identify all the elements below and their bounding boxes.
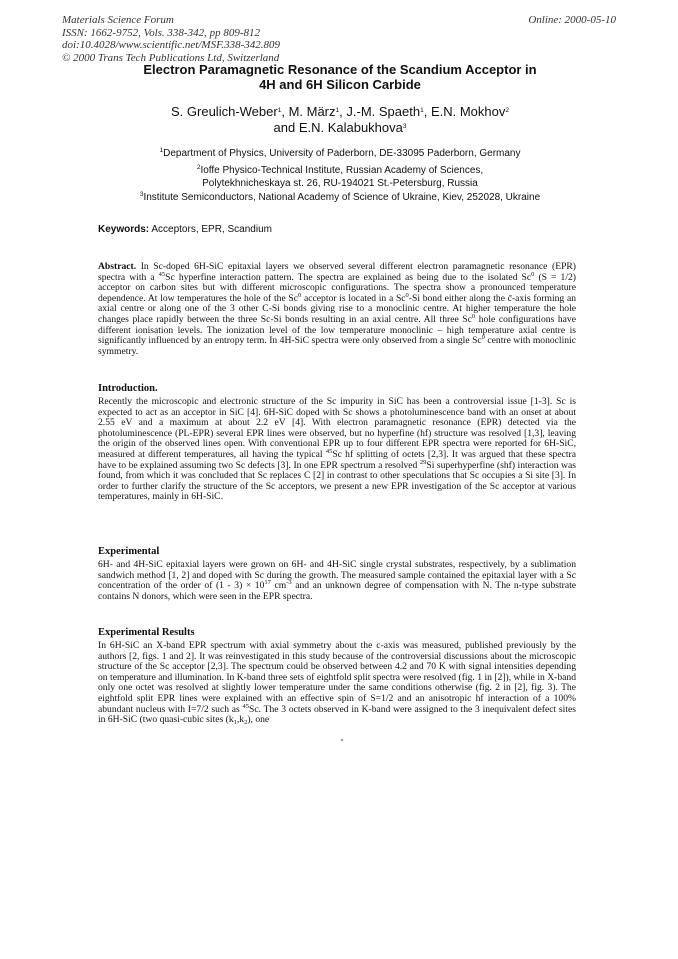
- author-name: E.N. Mokhov: [430, 104, 506, 119]
- affiliation-mark: 1: [159, 147, 164, 154]
- author-name: E.N. Kalabukhova: [298, 120, 403, 135]
- affiliation-3: [80, 192, 600, 205]
- affiliation-mark: 3: [402, 123, 407, 130]
- superscript: 0: [405, 291, 409, 299]
- affiliation-2: [80, 165, 600, 190]
- affiliation-mark: 3: [139, 191, 144, 198]
- paragraph-text: ,k: [236, 714, 245, 726]
- scan-speck: [341, 739, 343, 741]
- title-line-1: Electron Paramagnetic Resonance of the Scandium Acceptor in: [143, 62, 537, 77]
- paragraph-text: cm: [270, 580, 287, 592]
- abstract-text: acceptor is located in a Sc: [301, 292, 406, 304]
- experimental-heading: Experimental: [98, 546, 160, 557]
- superscript: 0: [481, 334, 485, 342]
- affiliation-mark: 1: [277, 107, 282, 114]
- superscript: 17: [264, 579, 271, 587]
- affiliation-mark: 1: [335, 107, 340, 114]
- paragraph-text: Si superhyperfine (shf) interaction was found, from which it was concluded that Sc replaces C [2] in contrast to other speculations that Sc occupies a Si site [3]. In order to further clarify the structure of the Sc acceptors, we present a new EPR investigation of the Sc acceptor at various temperatures, mainly in 6H-SiC.: [98, 459, 576, 503]
- superscript: 45: [242, 702, 250, 710]
- author-name: M. März: [288, 104, 336, 119]
- superscript: 45: [325, 447, 333, 455]
- paragraph-text: Recently the microscopic and electronic structure of the Sc impurity in SiC has been a controversial issue [1-3]. Sc is expected to act as an acceptor in SiC [4]. 6H-SiC doped with Sc shows a photoluminescence band with an onset at about 2.55 eV and a maximum at about 2.2 eV [4]. With electron paramagnetic resonance (EPR) detected via the photoluminescence (PL-EPR) several EPR lines were observed, but no hyperfine (hf) structure was resolved [1,3], leaving the origin of the observed lines open. With conventional EPR up to four different EPR spectra were reported for 6H-SiC, measured at different temperatures, all having the typical: [98, 396, 576, 460]
- subscript: 2: [244, 719, 248, 727]
- superscript: -3: [286, 579, 292, 587]
- paragraph-text: 6H- and 4H-SiC epitaxial layers were grown on 6H- and 4H-SiC single crystal substrates, respectively, by a sublimation sandwich method [1, 2] and doped with Sc during the growth. The measured sample contained the epitaxial layer with a Sc concentration of the order of (1 - 3) × 10: [98, 559, 576, 592]
- abstract-text: -Si bond either along the c̄-axis forming an axial centre or along one of the 3 other C-Si bonds giving rise to a monoclinic centre. At higher temperature the hole changes place rapidly between the three Sc-Si bonds resulting in an axial centre. All three Sc: [98, 292, 577, 325]
- abstract-text: centre with monoclinic symmetry.: [98, 335, 576, 357]
- author-list: [80, 104, 600, 136]
- experimental-text: [98, 560, 576, 602]
- author-name: J.-M. Spaeth: [346, 104, 421, 119]
- superscript: 0: [471, 312, 476, 320]
- abstract-label: Abstract.: [98, 261, 137, 272]
- author-line-1: S. Greulich-Weber$^1$, M. März$^1$, J.-M. Spaeth$^1$, E.N. Mokhov$^2$: [171, 104, 509, 119]
- abstract-text: (S = 1/2) acceptor on carbon sites but with different microscopic configurations. The spectra show a pronounced temperature dependence. At low temperatures the hole of the Sc: [98, 271, 576, 304]
- introduction-heading: Introduction.: [98, 383, 158, 394]
- author-line-2: [80, 120, 600, 136]
- results-text: [98, 641, 576, 726]
- abstract-text: hole configurations have different ionisation levels. The ionization level of the low temperature monoclinic – high temperature axial centre is significantly influenced by an entropy term. In 4H-SiC spectra were only observed from a single Sc: [98, 313, 576, 347]
- paragraph-text: Sc. The 3 octets observed in K-band were assigned to the 3 inequivalent defect sites in 6H-SiC (two quasi-cubic sites (k: [98, 703, 576, 726]
- results-heading: Experimental Results: [98, 627, 195, 638]
- online-date: Online: 2000-05-10: [528, 14, 616, 26]
- issn-line: ISSN: 1662-9752, Vols. 338-342, pp 809-812: [62, 26, 260, 39]
- author-name: S. Greulich-Weber: [171, 104, 278, 119]
- doi-link[interactable]: doi:10.4028/www.scientific.net/MSF.338-342.809: [62, 39, 281, 51]
- affiliation-text: Institute Semiconductors, National Academy of Science of Ukraine, Kiev, 252028, Ukraine: [143, 192, 541, 203]
- introduction-text: [98, 397, 576, 503]
- copyright-line: © 2000 Trans Tech Publications Ltd, Switzerland: [62, 51, 280, 64]
- superscript: 45: [158, 270, 166, 278]
- abstract-text: In Sc-doped 6H-SiC epitaxial layers we observed several different electron paramagnetic resonance (EPR) spectra with a: [98, 261, 576, 283]
- affiliation-1: [80, 148, 600, 161]
- paragraph-text: and an unknown degree of compensation with N. The n-type substrate contains N donors, which were seen in the EPR spectra.: [98, 580, 577, 602]
- keywords-label: Keywords:: [98, 224, 150, 235]
- keywords-text: Acceptors, EPR, Scandium: [151, 224, 272, 235]
- superscript: 29: [419, 458, 427, 466]
- superscript: 0: [531, 270, 535, 278]
- affiliation-mark: 2: [196, 164, 201, 171]
- paragraph-text: Sc hf splitting of octets [2,3]. It was argued that these spectra have to be explained assuming two Sc defects [3]. In one EPR spectrum a resolved: [98, 448, 576, 471]
- affiliation-mark: 1: [420, 107, 424, 114]
- journal-name: Materials Science Forum: [62, 14, 174, 26]
- affiliation-text: Ioffe Physico-Technical Institute, Russian Academy of Sciences,: [200, 165, 484, 176]
- affiliation-text: Polytekhnicheskaya st. 26, RU-194021 St.-Petersburg, Russia: [202, 177, 478, 189]
- paragraph-text: ), one: [247, 714, 270, 726]
- affiliation-text: Department of Physics, University of Paderborn, DE-33095 Paderborn, Germany: [163, 148, 521, 159]
- subscript: 1: [233, 719, 237, 727]
- abstract-text: Sc hyperfine interaction pattern. The spectra are explained as being due to the isolated Sc: [165, 271, 532, 283]
- conjunction: and: [273, 120, 296, 135]
- title-line-2: 4H and 6H Silicon Carbide: [259, 77, 421, 92]
- paper-title: [80, 62, 600, 92]
- superscript: 0: [298, 291, 302, 299]
- paragraph-text: In 6H-SiC an X-band EPR spectrum with axial symmetry about the c-axis was measured, published previously by the authors [2, figs. 1 and 2]. It was reinvestigated in this study because of the controversial discussions about the microscopic structure of the Sc acceptor [2,3]. The spectrum could be observed between 4.2 and 70 K with signal intensities depending on temperature and illumination. In K-band three sets of eightfold split spectra were resolved (fig. 1 in [2]), while in X-band only one octet was resolved at slightly lower temperature under the same conditions otherwise (fig. 2 in [2], fig. 3). The eightfold split EPR lines were explained with an effective spin of S=1/2 and an anisotropic hf interaction of a 100% abundant nucleus with I=7/2 such as: [98, 640, 576, 715]
- abstract: [98, 262, 576, 357]
- journal-header: [62, 14, 482, 64]
- keywords: [98, 224, 272, 236]
- affiliation-mark: 2: [505, 107, 509, 114]
